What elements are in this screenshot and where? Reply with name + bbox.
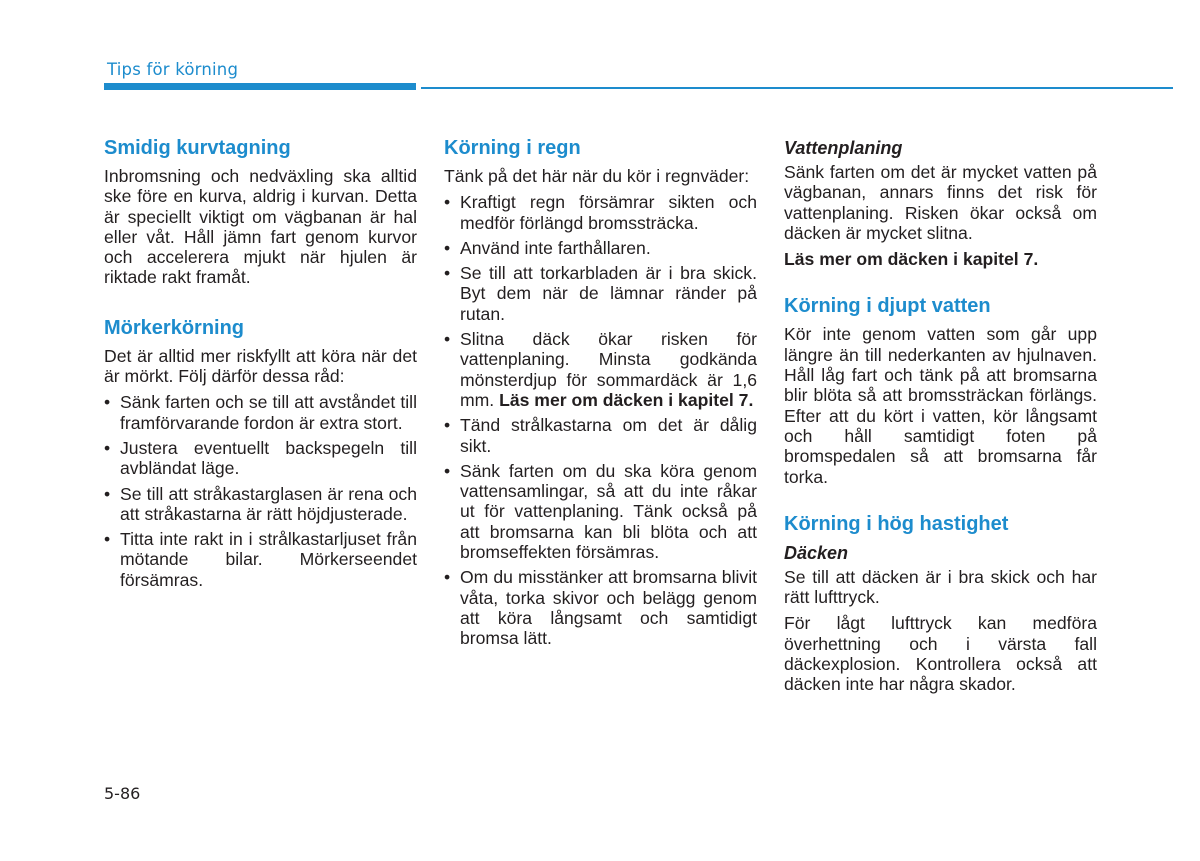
- page-header-title: Tips för körning: [107, 60, 239, 79]
- list-item-reference: Läs mer om däcken i kapitel 7.: [499, 389, 754, 410]
- list-item: • Titta inte rakt in i strålkastarljuset från mötande bilar. Mörkerseendet försämras.: [104, 529, 417, 590]
- subheading-vattenplaning: Vattenplaning: [784, 138, 903, 158]
- paragraph-dacken-1: Se till att däcken är i bra skick och har rätt lufttryck.: [784, 566, 1097, 608]
- column-3: [784, 137, 1097, 701]
- heading-smidig-kurvtagning: Smidig kurvtagning: [104, 137, 291, 159]
- bullet-list-regn: [444, 192, 757, 648]
- heading-korning-i-djupt-vatten: Körning i djupt vatten: [784, 295, 991, 318]
- list-item: • Justera eventuellt backspegeln till avbländat läge.: [104, 438, 417, 479]
- paragraph-regn-intro: Tänk på det här när du kör i regnväder:: [444, 166, 750, 186]
- list-item: • Se till att stråkastarglasen är rena och att stråkastarna är rätt höjdjusterade.: [104, 484, 417, 525]
- paragraph-vattenplaning: Sänk farten om det är mycket vatten på vägbanan, annars finns det risk för vattenplaning. Risken ökar också om däcken är mycket slitna.: [784, 162, 1097, 243]
- heading-korning-i-hog-hastighet: Körning i hög hastighet: [784, 512, 1009, 535]
- header-rule-thin: [421, 87, 1173, 89]
- paragraph-morkerkorning: Det är alltid mer riskfyllt att köra när det är mörkt. Följ därför dessa råd:: [104, 345, 417, 387]
- header-rule-thick: [104, 83, 416, 90]
- page-number: 5-86: [104, 784, 141, 803]
- heading-korning-i-regn: Körning i regn: [444, 137, 581, 159]
- list-item: • Se till att torkarbladen är i bra skick. Byt dem när de lämnar ränder på rutan.: [444, 263, 757, 324]
- column-1: [104, 136, 417, 595]
- list-item: • Om du misstänker att bromsarna blivit våta, torka skivor och belägg genom att köra långsamt och samtidigt bromsa lätt.: [444, 567, 757, 648]
- list-item: • Sänk farten om du ska köra genom vattensamlingar, så att du inte råkar ut för vattenplaning. Tänk också på att bromsarna kan bli blöta och att bromseffekten försämras.: [444, 461, 757, 562]
- list-item: • Kraftigt regn försämrar sikten och medför förlängd bromssträcka.: [444, 192, 757, 233]
- heading-morkerkorning: Mörkerkörning: [104, 316, 245, 339]
- column-2: [444, 136, 757, 654]
- paragraph-vattenplaning-reference: Läs mer om däcken i kapitel 7.: [784, 249, 1039, 270]
- list-item: • Tänd strålkastarna om det är dålig sikt.: [444, 415, 757, 456]
- list-item: • Använd inte farthållaren.: [444, 238, 757, 258]
- paragraph-djupt-vatten: Kör inte genom vatten som går upp längre än till nederkanten av hjulnaven. Håll låg fart och tänk på att bromsarna blir blöta så att bromssträckan förlängs. Efter att du kört i vatten, kör långsamt och håll samtidigt foten på bromspedalen så att bromsarna får torka.: [784, 324, 1097, 487]
- list-item-text: Slitna däck ökar risken för vattenplaning. Minsta godkända mönsterdjup för sommardäck är 1,6 mm.: [460, 329, 757, 410]
- paragraph-dacken-2: För lågt lufttryck kan medföra överhettning och i värsta fall däckexplosion. Kontrollera också att däcken inte har några skador.: [784, 613, 1097, 695]
- list-item: [444, 329, 757, 410]
- bullet-list-morkerkorning: [104, 392, 417, 590]
- paragraph-kurvtagning: Inbromsning och nedväxling ska alltid ske före en kurva, aldrig i kurvan. Detta är speciellt viktigt om vägbanan är hal eller våt. Håll jämn fart genom kurvor och accelerera mjukt när hjulen är riktade rakt framåt.: [104, 166, 417, 288]
- subheading-dacken: Däcken: [784, 542, 849, 563]
- list-item: • Sänk farten och se till att avståndet till framförvarande fordon är extra stort.: [104, 392, 417, 433]
